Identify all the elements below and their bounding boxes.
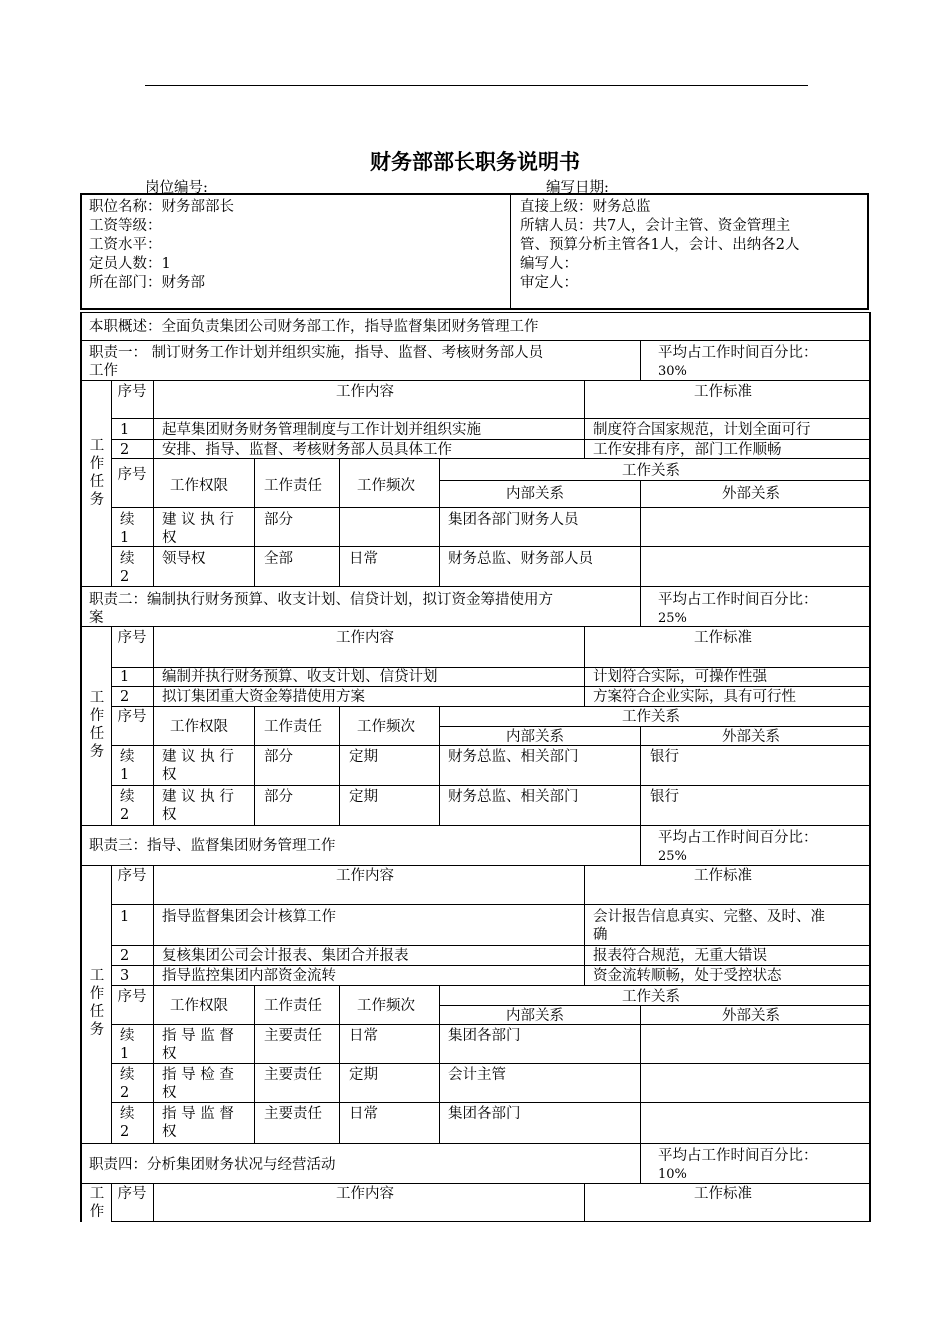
relation-header: 工作关系 bbox=[622, 463, 680, 479]
content-header: 工作内容 bbox=[336, 384, 394, 400]
seq-header: 序号 bbox=[117, 384, 147, 400]
external-header: 外部关系 bbox=[722, 486, 780, 502]
resp-header: 工作责任 bbox=[264, 478, 322, 494]
freq-header: 工作频次 bbox=[357, 478, 415, 494]
document-title: 财务部部长职务说明书 bbox=[370, 150, 580, 174]
post-number-label: 岗位编号: bbox=[145, 180, 208, 196]
standard-header: 工作标准 bbox=[694, 384, 752, 400]
time-pct: 25% bbox=[658, 611, 687, 626]
date-label: 编写日期: bbox=[546, 180, 609, 196]
task-label: 工 作 任 务 bbox=[89, 968, 105, 1038]
duty-title: 职责三：指导、监督集团财务管理工作 bbox=[89, 838, 336, 854]
job-summary: 本职概述：全面负责集团公司财务部工作，指导监督集团财务管理工作 bbox=[89, 319, 539, 335]
task-label: 工 作 任 务 bbox=[89, 438, 105, 508]
auth-header: 工作权限 bbox=[170, 478, 228, 494]
header-rule bbox=[145, 85, 808, 86]
task-label: 工 作 bbox=[89, 1186, 105, 1220]
task-label: 工 作 任 务 bbox=[89, 690, 105, 760]
time-pct: 30% bbox=[658, 364, 687, 379]
duty-title: 职责二：编制执行财务预算、收支计划、信贷计划，拟订资金筹措使用方 bbox=[89, 592, 553, 608]
time-pct-label: 平均占工作时间百分比： bbox=[658, 345, 818, 361]
duty-title: 职责四：分析集团财务状况与经营活动 bbox=[89, 1157, 336, 1173]
duty-title: 职责一： 制订财务工作计划并组织实施，指导、监督、考核财务部人员 bbox=[89, 345, 544, 361]
time-pct: 25% bbox=[658, 849, 687, 864]
time-pct: 10% bbox=[658, 1167, 687, 1182]
internal-header: 内部关系 bbox=[506, 486, 564, 502]
